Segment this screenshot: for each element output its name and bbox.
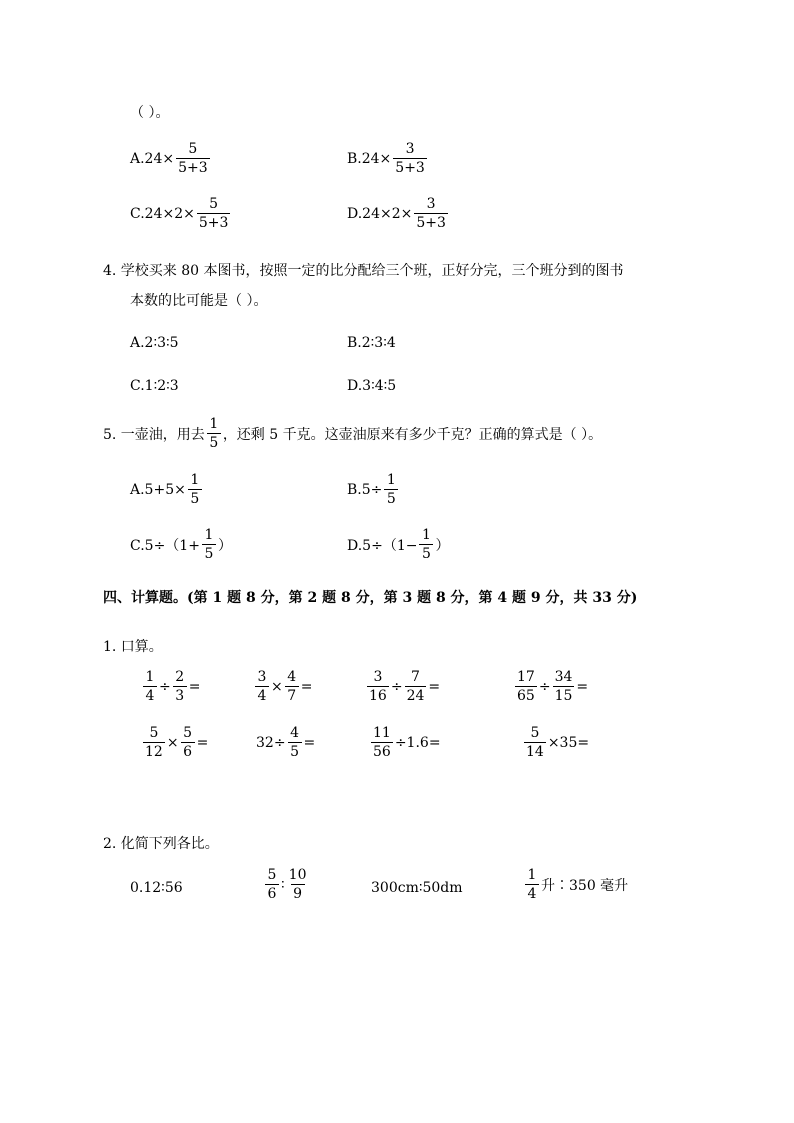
fraction: $\frac{1}{5}$ — [188, 473, 202, 506]
equals: = — [196, 734, 209, 751]
equals: = — [303, 734, 316, 751]
q5-option-c — [130, 528, 232, 561]
q3-stem-tail: （ ）。 — [130, 105, 170, 121]
option-prefix: A.24× — [130, 150, 175, 167]
calc2-item — [523, 868, 628, 901]
option-prefix: C.5÷（1+ — [130, 537, 200, 554]
fraction: $\frac{1}{5}$ — [384, 473, 398, 506]
fraction: $\frac{1}{5}$ — [202, 528, 216, 561]
calc2-label: 2. 化简下列各比。 — [103, 836, 219, 852]
q5-stem-pre: 5. 一壶油，用去 — [103, 426, 205, 443]
q5-option-b — [347, 473, 400, 506]
fraction: $\frac{7}{24}$ — [406, 669, 425, 704]
equals: = — [188, 678, 201, 695]
calc1-expr — [253, 670, 312, 703]
fraction: $\frac{3}{16}$ — [369, 669, 387, 704]
fraction: $\frac{11}{56}$ — [373, 725, 391, 760]
fraction: $\frac{5}{6}$ — [181, 726, 195, 759]
calc1-expr — [141, 726, 208, 759]
q3-option-b — [347, 142, 429, 175]
fraction: $\frac{5}{14}$ — [526, 725, 544, 760]
calc2-item — [263, 868, 310, 901]
operator: ÷ — [390, 678, 403, 695]
q5-option-a — [130, 473, 204, 506]
fraction: $\frac{4}{5}$ — [288, 726, 302, 759]
fraction: $\frac{5}{12}$ — [145, 725, 163, 760]
fraction: $\frac{1}{4}$ — [143, 670, 157, 703]
section-title: 四、计算题。(第 1 题 8 分，第 2 题 8 分，第 3 题 8 分，第 4 题 9 分，共 33 分) — [103, 590, 638, 606]
option-prefix: D.24×2× — [347, 205, 413, 222]
option-prefix: A.5+5× — [130, 481, 186, 498]
fraction: $\frac{2}{3}$ — [173, 670, 187, 703]
fraction: $\frac{1}{5}$ — [419, 528, 433, 561]
q3-option-d — [347, 197, 450, 230]
option-suffix: ） — [217, 537, 232, 554]
calc1-expr — [369, 726, 441, 759]
option-prefix: C.24×2× — [130, 205, 195, 222]
calc1-expr — [256, 726, 315, 759]
calc1-expr — [141, 670, 200, 703]
q3-option-a — [130, 142, 212, 175]
fraction: $\frac{17}{65}$ — [517, 669, 535, 704]
equals: = — [428, 678, 441, 695]
q4-option-c: C.1∶2∶3 — [130, 378, 179, 394]
operator: × — [271, 678, 283, 695]
fraction: $\frac{3}{5+3}$ — [395, 141, 425, 176]
option-prefix: D.5÷（1− — [347, 537, 418, 554]
fraction: $\frac{3}{4}$ — [255, 670, 269, 703]
fraction: $\frac{4}{7}$ — [285, 670, 299, 703]
option-prefix: B.5÷ — [347, 481, 383, 498]
fraction: $\frac{5}{5+3}$ — [198, 196, 229, 231]
q4-option-d: D.3∶4∶5 — [347, 378, 397, 394]
option-suffix: ） — [435, 537, 450, 554]
fraction: $\frac{1}{4}$ — [525, 868, 539, 901]
expr-suffix: ×35= — [547, 734, 590, 751]
operator: × — [166, 734, 179, 751]
calc1-expr — [365, 670, 440, 703]
fraction: $\frac{3}{5+3}$ — [416, 196, 446, 231]
q5-stem — [103, 417, 602, 450]
fraction: $\frac{5}{5+3}$ — [178, 141, 208, 176]
ratio-separator: ∶ — [281, 876, 285, 893]
operator: ÷ — [159, 678, 171, 695]
calc2-item: 300cm∶50dm — [371, 880, 463, 896]
fraction: $\frac{34}{15}$ — [554, 669, 573, 704]
q4-stem-line2: 本数的比可能是（ ）。 — [130, 293, 268, 309]
equals: = — [300, 678, 313, 695]
calc2-item: 0.12∶56 — [130, 880, 183, 896]
fraction: $\frac{1}{5}$ — [207, 417, 221, 450]
expr-suffix: ÷1.6= — [394, 734, 441, 751]
option-prefix: B.24× — [347, 150, 392, 167]
q4-stem-line1: 4. 学校买来 80 本图书，按照一定的比分配给三个班，正好分完，三个班分到的图书 — [103, 263, 624, 279]
calc1-expr — [522, 726, 589, 759]
calc1-label: 1. 口算。 — [103, 639, 163, 655]
expr-suffix: 升∶350 毫升 — [541, 877, 629, 894]
operator: ÷ — [538, 678, 551, 695]
q5-option-d — [347, 528, 449, 561]
expr-prefix: 32÷ — [256, 734, 286, 751]
equals: = — [576, 678, 589, 695]
fraction: $\frac{5}{6}$ — [265, 868, 279, 901]
q5-stem-post: ，还剩 5 千克。这壶油原来有多少千克？正确的算式是（ ）。 — [222, 426, 603, 443]
calc1-expr — [513, 670, 588, 703]
q4-option-b: B.2∶3∶4 — [347, 335, 396, 351]
q4-option-a: A.2∶3∶5 — [130, 335, 179, 351]
fraction: $\frac{10}{9}$ — [288, 867, 307, 902]
q3-option-c — [130, 197, 232, 230]
